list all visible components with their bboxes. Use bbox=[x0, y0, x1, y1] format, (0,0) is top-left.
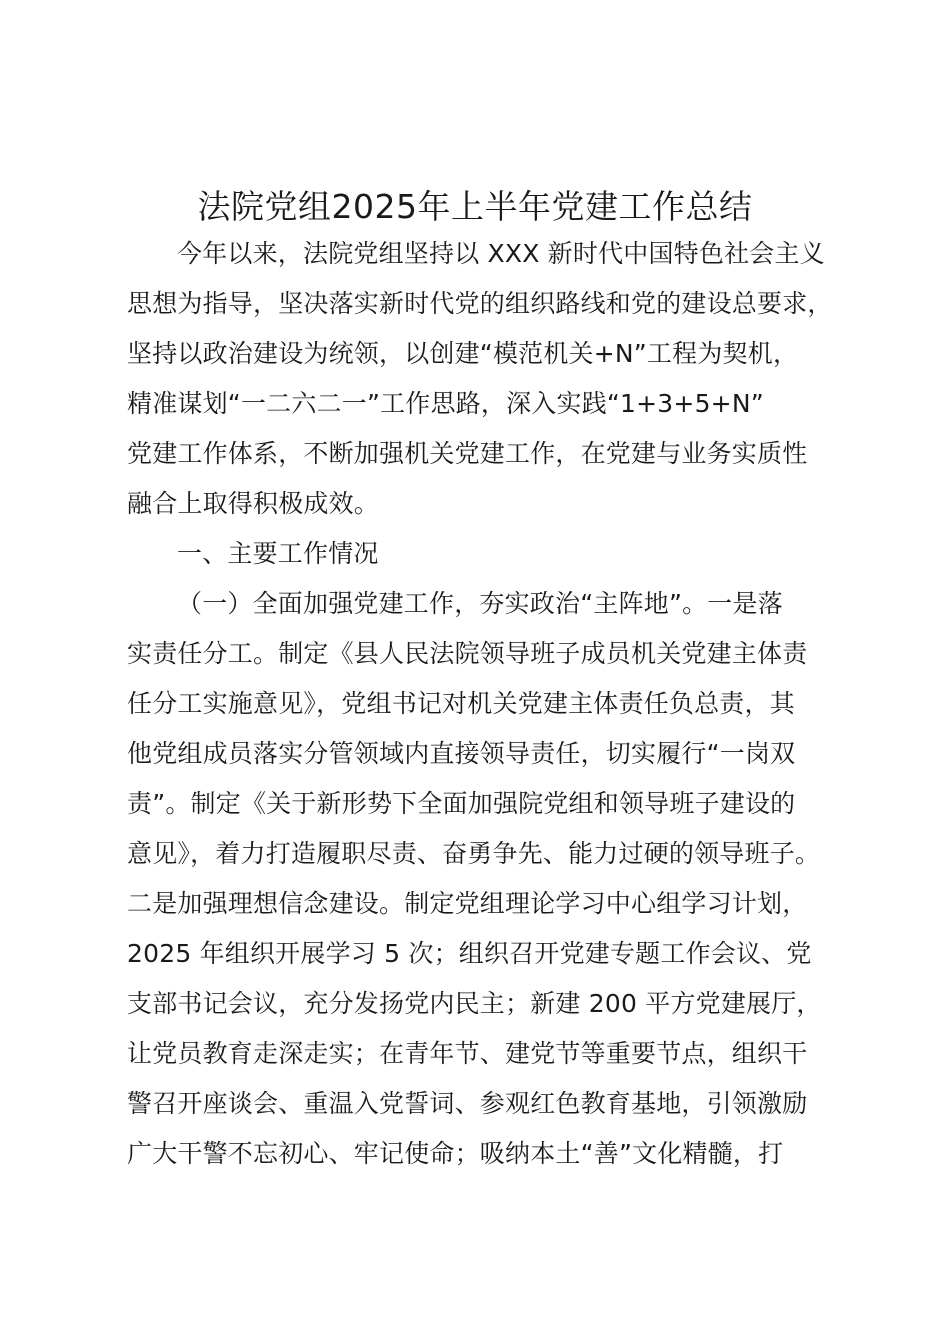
paragraph-line: 二是加强理想信念建设。制定党组理论学习中心组学习计划， bbox=[127, 889, 808, 918]
paragraph-line: 让党员教育走深走实；在青年节、建党节等重要节点，组织干 bbox=[127, 1039, 808, 1068]
paragraph-line: 意见》，着力打造履职尽责、奋勇争先、能力过硬的领导班子。 bbox=[127, 839, 821, 868]
paragraph-line: 任分工实施意见》，党组书记对机关党建主体责任负总责，其 bbox=[127, 689, 795, 718]
paragraph-line: 他党组成员落实分管领域内直接领导责任，切实履行“一岗双 bbox=[127, 739, 796, 768]
paragraph-line: 实责任分工。制定《县人民法院领导班子成员机关党建主体责 bbox=[127, 639, 808, 668]
paragraph-line: 2025 年组织开展学习 5 次；组织召开党建专题工作会议、党 bbox=[127, 939, 812, 968]
paragraph-line: 警召开座谈会、重温入党誓词、参观红色教育基地，引领激励 bbox=[127, 1089, 808, 1118]
paragraph-line: 今年以来，法院党组坚持以 XXX 新时代中国特色社会主义 bbox=[177, 239, 825, 268]
paragraph-line: 精准谋划“一二六二一”工作思路，深入实践“1+3+5+N” bbox=[127, 389, 764, 418]
paragraph-line: （一）全面加强党建工作，夯实政治“主阵地”。一是落 bbox=[177, 589, 783, 618]
paragraph-line: 党建工作体系，不断加强机关党建工作，在党建与业务实质性 bbox=[127, 439, 808, 468]
paragraph-line: 广大干警不忘初心、牢记使命；吸纳本土“善”文化精髓，打 bbox=[127, 1139, 784, 1168]
document-title: 法院党组2025年上半年党建工作总结 bbox=[197, 187, 753, 226]
paragraph-line: 坚持以政治建设为统领，以创建“模范机关+N”工程为契机， bbox=[127, 339, 799, 368]
paragraph-line: 思想为指导，坚决落实新时代党的组织路线和党的建设总要求， bbox=[127, 289, 833, 318]
paragraph-line: 责”。制定《关于新形势下全面加强院党组和领导班子建设的 bbox=[127, 789, 796, 818]
paragraph-line: 融合上取得积极成效。 bbox=[127, 489, 380, 518]
section-heading: 一、主要工作情况 bbox=[177, 539, 379, 568]
paragraph-line: 支部书记会议，充分发扬党内民主；新建 200 平方党建展厅， bbox=[127, 989, 822, 1018]
